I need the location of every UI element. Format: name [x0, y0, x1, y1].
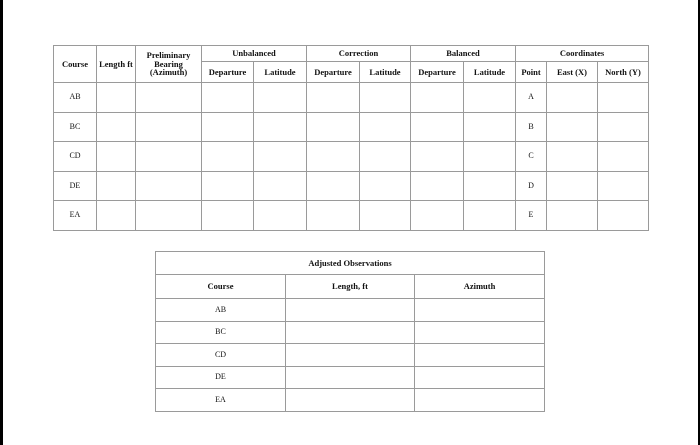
table-row — [156, 299, 545, 322]
adjusted-length-cell[interactable] — [286, 299, 415, 322]
table-row — [54, 112, 649, 142]
bearing-cell[interactable] — [136, 112, 202, 142]
header-correction: Correction — [307, 46, 411, 62]
header-balanced-departure: Departure — [411, 62, 464, 83]
north-cell[interactable] — [598, 83, 649, 113]
adjusted-azimuth-cell[interactable] — [415, 321, 545, 344]
unbalanced-departure-cell[interactable] — [202, 112, 254, 142]
correction-departure-cell[interactable] — [307, 112, 360, 142]
balanced-departure-cell[interactable] — [411, 112, 464, 142]
bearing-cell[interactable] — [136, 171, 202, 201]
table-row — [156, 389, 545, 412]
point-cell: B — [516, 112, 547, 142]
adjusted-azimuth-cell[interactable] — [415, 389, 545, 412]
point-cell: D — [516, 171, 547, 201]
adjusted-azimuth-cell[interactable] — [415, 344, 545, 367]
correction-departure-cell[interactable] — [307, 83, 360, 113]
adjusted-course-cell: DE — [156, 366, 286, 389]
east-cell[interactable] — [547, 142, 598, 172]
east-cell[interactable] — [547, 171, 598, 201]
table-row — [54, 171, 649, 201]
adjusted-azimuth-cell[interactable] — [415, 299, 545, 322]
table-row — [54, 142, 649, 172]
bearing-cell[interactable] — [136, 201, 202, 231]
east-cell[interactable] — [547, 83, 598, 113]
unbalanced-latitude-cell[interactable] — [254, 201, 307, 231]
north-cell[interactable] — [598, 171, 649, 201]
header-length: Length ft — [97, 46, 136, 83]
traverse-computation-table — [53, 45, 649, 231]
header-unbalanced-latitude: Latitude — [254, 62, 307, 83]
point-cell: E — [516, 201, 547, 231]
bearing-cell[interactable] — [136, 83, 202, 113]
header-preliminary-bearing: Preliminary Bearing (Azimuth) — [136, 46, 202, 83]
bearing-cell[interactable] — [136, 142, 202, 172]
unbalanced-departure-cell[interactable] — [202, 142, 254, 172]
correction-latitude-cell[interactable] — [360, 171, 411, 201]
correction-departure-cell[interactable] — [307, 171, 360, 201]
adjusted-header-azimuth: Azimuth — [415, 275, 545, 299]
balanced-latitude-cell[interactable] — [464, 112, 516, 142]
adjusted-length-cell[interactable] — [286, 366, 415, 389]
header-north: North (Y) — [598, 62, 649, 83]
correction-departure-cell[interactable] — [307, 201, 360, 231]
north-cell[interactable] — [598, 142, 649, 172]
unbalanced-departure-cell[interactable] — [202, 83, 254, 113]
balanced-departure-cell[interactable] — [411, 142, 464, 172]
adjusted-course-cell: BC — [156, 321, 286, 344]
header-balanced-latitude: Latitude — [464, 62, 516, 83]
adjusted-observations-title: Adjusted Observations — [156, 252, 545, 275]
length-cell[interactable] — [97, 83, 136, 113]
header-unbalanced-departure: Departure — [202, 62, 254, 83]
balanced-latitude-cell[interactable] — [464, 142, 516, 172]
header-unbalanced: Unbalanced — [202, 46, 307, 62]
adjusted-course-cell: CD — [156, 344, 286, 367]
adjusted-length-cell[interactable] — [286, 389, 415, 412]
table-row — [54, 201, 649, 231]
correction-latitude-cell[interactable] — [360, 142, 411, 172]
header-balanced: Balanced — [411, 46, 516, 62]
table-row — [156, 321, 545, 344]
unbalanced-departure-cell[interactable] — [202, 171, 254, 201]
header-correction-departure: Departure — [307, 62, 360, 83]
correction-latitude-cell[interactable] — [360, 112, 411, 142]
length-cell[interactable] — [97, 171, 136, 201]
header-course: Course — [54, 46, 97, 83]
balanced-latitude-cell[interactable] — [464, 171, 516, 201]
adjusted-azimuth-cell[interactable] — [415, 366, 545, 389]
left-edge-border — [0, 0, 3, 445]
east-cell[interactable] — [547, 201, 598, 231]
unbalanced-latitude-cell[interactable] — [254, 112, 307, 142]
header-correction-latitude: Latitude — [360, 62, 411, 83]
unbalanced-departure-cell[interactable] — [202, 201, 254, 231]
length-cell[interactable] — [97, 112, 136, 142]
course-cell: EA — [54, 201, 97, 231]
balanced-latitude-cell[interactable] — [464, 83, 516, 113]
correction-latitude-cell[interactable] — [360, 201, 411, 231]
unbalanced-latitude-cell[interactable] — [254, 83, 307, 113]
correction-latitude-cell[interactable] — [360, 83, 411, 113]
table-row — [54, 83, 649, 113]
unbalanced-latitude-cell[interactable] — [254, 171, 307, 201]
table-row — [156, 344, 545, 367]
length-cell[interactable] — [97, 201, 136, 231]
balanced-latitude-cell[interactable] — [464, 201, 516, 231]
adjusted-header-length: Length, ft — [286, 275, 415, 299]
adjusted-course-cell: EA — [156, 389, 286, 412]
length-cell[interactable] — [97, 142, 136, 172]
course-cell: AB — [54, 83, 97, 113]
balanced-departure-cell[interactable] — [411, 171, 464, 201]
course-cell: DE — [54, 171, 97, 201]
north-cell[interactable] — [598, 112, 649, 142]
course-cell: CD — [54, 142, 97, 172]
unbalanced-latitude-cell[interactable] — [254, 142, 307, 172]
east-cell[interactable] — [547, 112, 598, 142]
adjusted-course-cell: AB — [156, 299, 286, 322]
adjusted-header-course: Course — [156, 275, 286, 299]
correction-departure-cell[interactable] — [307, 142, 360, 172]
table-row — [156, 366, 545, 389]
adjusted-length-cell[interactable] — [286, 321, 415, 344]
header-coordinates: Coordinates — [516, 46, 649, 62]
header-point: Point — [516, 62, 547, 83]
header-east: East (X) — [547, 62, 598, 83]
point-cell: C — [516, 142, 547, 172]
north-cell[interactable] — [598, 201, 649, 231]
adjusted-length-cell[interactable] — [286, 344, 415, 367]
adjusted-observations-table — [155, 251, 545, 412]
balanced-departure-cell[interactable] — [411, 83, 464, 113]
point-cell: A — [516, 83, 547, 113]
course-cell: BC — [54, 112, 97, 142]
balanced-departure-cell[interactable] — [411, 201, 464, 231]
